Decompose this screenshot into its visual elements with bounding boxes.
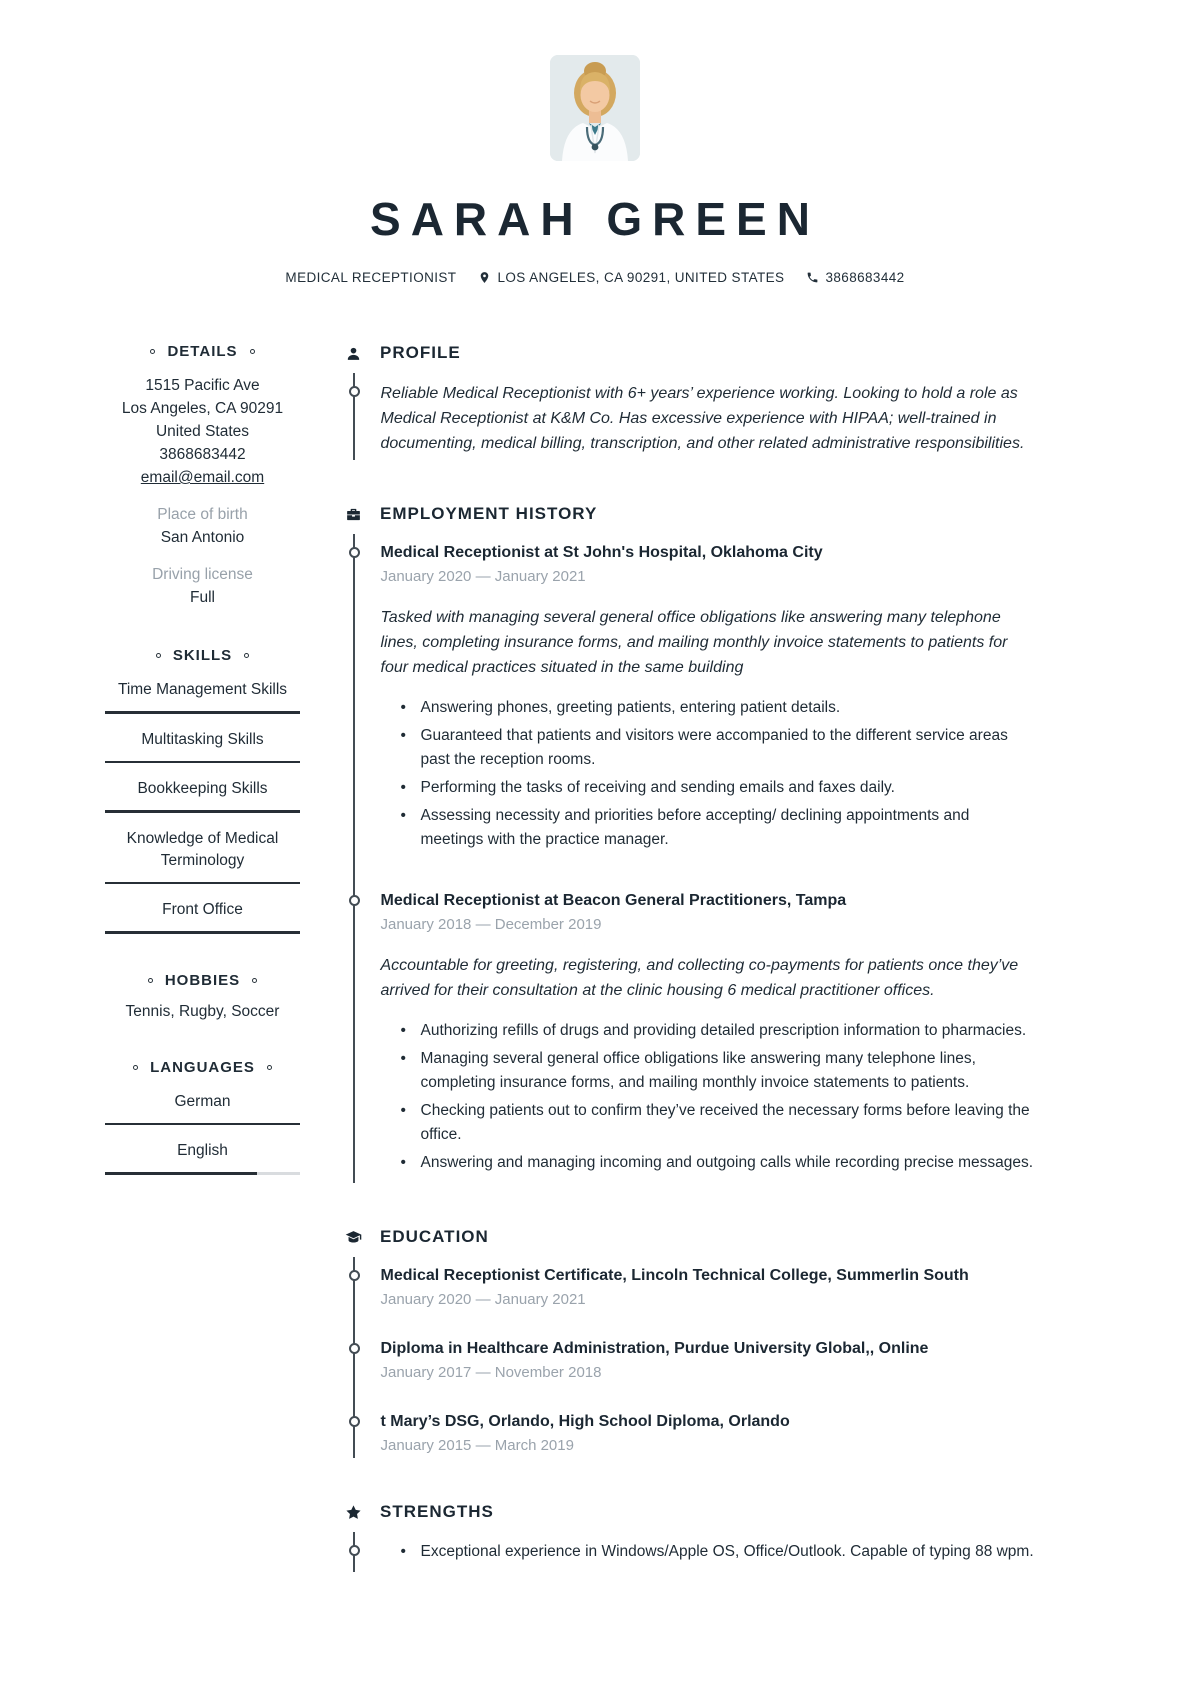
skill-item [105, 729, 300, 764]
phone-line: 3868683442 [159, 446, 246, 463]
heading-ornament-icon [148, 978, 153, 983]
contact-row [0, 270, 1190, 285]
heading-ornament-icon [250, 349, 255, 354]
skill-bar [105, 810, 300, 813]
language-bar [105, 1123, 300, 1126]
skill-bar [105, 931, 300, 934]
heading-ornament-icon [156, 653, 161, 658]
education-entry-title: Diploma in Healthcare Administration, Purdue University Global,, Online [380, 1340, 929, 1357]
person-icon [345, 345, 362, 362]
skill-bar [105, 882, 300, 885]
skill-label: Multitasking Skills [141, 730, 264, 748]
job-dates: January 2018 — December 2019 [380, 916, 602, 933]
email-link[interactable]: email@email.com [140, 469, 265, 486]
languages-title: LANGUAGES [150, 1058, 255, 1076]
details-section [105, 343, 300, 609]
heading-ornament-icon [267, 1065, 272, 1070]
education-body [353, 1257, 1036, 1458]
job-dates: January 2020 — January 2021 [380, 568, 586, 585]
skill-item [105, 778, 300, 813]
candidate-name: SARAH GREEN [370, 193, 820, 245]
driving-license [105, 563, 300, 609]
phone-icon [806, 271, 819, 284]
job-entry [381, 542, 1036, 852]
main-content [345, 343, 1035, 1616]
license-label: Driving license [152, 566, 253, 583]
job-summary: Accountable for greeting, registering, and collecting co-payments for patients once they’ve arrived for their consultation at the clinic housing 6 medical practitioner offices. [380, 957, 1019, 999]
profile-photo [550, 55, 640, 161]
sidebar [105, 343, 300, 1616]
job-title [285, 270, 456, 285]
profile-title: PROFILE [380, 343, 461, 362]
job-bullet: • Answering phones, greeting patients, entering patient details. [381, 696, 1036, 720]
education-entry [381, 1411, 1036, 1454]
place-of-birth [105, 503, 300, 549]
skill-label: Knowledge of Medical Terminology [126, 829, 279, 869]
hobbies-title: HOBBIES [164, 971, 241, 989]
details-heading [105, 343, 300, 360]
job-bullet: • Authorizing refills of drugs and providing detailed prescription information to pharmacies. [381, 1019, 1036, 1043]
address-line: 1515 Pacific Ave [145, 377, 260, 394]
heading-ornament-icon [244, 653, 249, 658]
skills-heading [105, 647, 300, 664]
strengths-title: STRENGTHS [380, 1502, 494, 1521]
job-bullet-list [381, 1019, 1036, 1175]
job-bullet: • Assessing necessity and priorities before accepting/ declining appointments and meetings with the practice manager. [381, 804, 1036, 852]
skill-item [105, 828, 300, 885]
languages-heading [105, 1059, 300, 1076]
job-title-label: MEDICAL RECEPTIONIST [285, 270, 457, 285]
location-pin-icon [478, 271, 491, 284]
birth-label: Place of birth [157, 506, 248, 523]
education-title: EDUCATION [380, 1227, 489, 1246]
education-entry-title: t Mary’s DSG, Orlando, High School Diploma, Orlando [380, 1413, 790, 1430]
language-label: German [174, 1092, 231, 1110]
graduation-cap-icon [345, 1229, 362, 1246]
heading-ornament-icon [252, 978, 257, 983]
body-columns [0, 343, 1190, 1616]
location-label: LOS ANGELES, CA 90291, UNITED STATES [497, 270, 785, 285]
employment-section [345, 504, 1035, 1183]
job-bullet: • Performing the tasks of receiving and sending emails and faxes daily. [381, 776, 1036, 800]
location [478, 270, 784, 285]
strength-entry [381, 1540, 1036, 1564]
job-title-text: Medical Receptionist at Beacon General Practitioners, Tampa [380, 892, 847, 909]
country-line: United States [155, 423, 250, 440]
skill-label: Time Management Skills [117, 681, 288, 698]
address-block [105, 374, 300, 489]
header [0, 0, 1190, 285]
profile-text-item [381, 381, 1036, 456]
phone [806, 270, 904, 285]
education-entry-title: Medical Receptionist Certificate, Lincoln Technical College, Summerlin South [380, 1267, 969, 1284]
details-title: DETAILS [167, 343, 238, 360]
phone-label: 3868683442 [825, 270, 905, 285]
city-line: Los Angeles, CA 90291 [121, 400, 284, 417]
hobbies-text: Tennis, Rugby, Soccer [125, 1002, 280, 1020]
employment-title: EMPLOYMENT HISTORY [380, 504, 598, 523]
job-bullet-list [381, 696, 1036, 852]
education-entry-dates: January 2020 — January 2021 [380, 1291, 586, 1308]
star-icon [345, 1504, 362, 1521]
education-entry [381, 1265, 1036, 1308]
strength-bullet-list [381, 1540, 1036, 1564]
profile-body [353, 373, 1036, 460]
strengths-body [353, 1532, 1036, 1572]
skills-section [105, 647, 300, 934]
language-label: English [177, 1142, 228, 1159]
heading-ornament-icon [133, 1065, 138, 1070]
license-value: Full [190, 589, 215, 606]
skill-label: Front Office [162, 901, 243, 918]
skill-bar [105, 711, 300, 714]
job-bullet: • Managing several general office obligations like answering many telephone lines, completing insurance forms, and mailing monthly invoice statements to patients. [381, 1047, 1036, 1095]
strength-bullet: • Exceptional experience in Windows/Apple OS, Office/Outlook. Capable of typing 88 wpm. [381, 1540, 1036, 1564]
education-section [345, 1227, 1035, 1458]
hobbies-heading [105, 972, 300, 989]
job-summary: Tasked with managing several general office obligations like answering many telephone lines, completing insurance forms, and mailing monthly invoice statements to patients for four medical practices situated in the same building [380, 609, 1008, 676]
employment-heading [345, 504, 1035, 524]
skill-item [105, 899, 300, 934]
job-bullet: • Answering and managing incoming and outgoing calls while recording precise messages. [381, 1151, 1036, 1175]
job-bullet: • Guaranteed that patients and visitors were accompanied to the different service areas past the reception rooms. [381, 724, 1036, 772]
skill-bar [105, 761, 300, 764]
education-entry-dates: January 2017 — November 2018 [380, 1364, 602, 1381]
languages-section [105, 1059, 300, 1175]
education-entry-dates: January 2015 — March 2019 [380, 1437, 574, 1454]
hobbies-section [105, 972, 300, 1021]
profile-section [345, 343, 1035, 460]
skill-label: Bookkeeping Skills [137, 780, 268, 797]
education-heading [345, 1227, 1035, 1247]
job-bullet: • Checking patients out to confirm they’ve received the necessary forms before leaving the office. [381, 1099, 1036, 1147]
skill-item [105, 679, 300, 714]
heading-ornament-icon [150, 349, 155, 354]
job-title-text: Medical Receptionist at St John's Hospital, Oklahoma City [380, 544, 823, 561]
briefcase-icon [345, 506, 362, 523]
education-entry [381, 1338, 1036, 1381]
skills-title: SKILLS [172, 647, 233, 664]
profile-photo-illustration [550, 55, 640, 161]
language-item [105, 1140, 300, 1175]
birth-value: San Antonio [160, 529, 245, 546]
job-entry [381, 890, 1036, 1175]
language-bar [105, 1172, 300, 1175]
language-item [105, 1091, 300, 1126]
strengths-heading [345, 1502, 1035, 1522]
profile-heading [345, 343, 1035, 363]
profile-text: Reliable Medical Receptionist with 6+ years’ experience working. Looking to hold a role as Medical Receptionist at K&M Co. Has excessive experience with HIPAA; well-trained in documenting, medical billing, transcription, and other related administrative responsibilities. [380, 385, 1025, 452]
strengths-section [345, 1502, 1035, 1572]
employment-body [353, 534, 1036, 1183]
